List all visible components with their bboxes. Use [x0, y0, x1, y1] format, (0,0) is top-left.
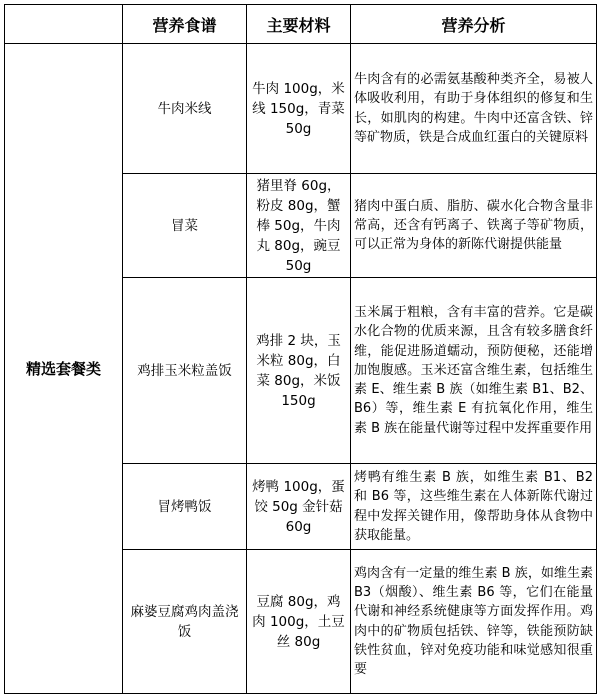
dish-materials: 牛肉 100g，米线 150g，青菜 50g: [247, 44, 351, 174]
table-row: [5, 44, 597, 174]
dish-materials: 烤鸭 100g，蛋饺 50g 金针菇 60g: [247, 464, 351, 550]
dish-name: 牛肉米线: [123, 44, 247, 174]
header-analysis: 营养分析: [351, 5, 597, 44]
header-recipe: 营养食谱: [123, 5, 247, 44]
dish-materials: 鸡排 2 块，玉米粒 80g，白菜 80g，米饭 150g: [247, 278, 351, 464]
header-materials: 主要材料: [247, 5, 351, 44]
dish-analysis: 玉米属于粗粮，含有丰富的营养。它是碳水化合物的优质来源，且含有较多膳食纤维，能促进肠道蠕动，预防便秘，还能增加饱腹感。玉米还富含维生素，包括维生素 E、维生素 B 族（如维生素 B1、B2、B6）等，维生素 E 有抗氧化作用，维生素 B 族在能量代谢等过程中发挥重要作用: [351, 278, 597, 464]
dish-name: 鸡排玉米粒盖饭: [123, 278, 247, 464]
dish-analysis: 牛肉含有的必需氨基酸种类齐全，易被人体吸收利用，有助于身体组织的修复和生长，如肌肉的构建。牛肉中还富含铁、锌等矿物质，铁是合成血红蛋白的关键原料: [351, 44, 597, 174]
dish-materials: 豆腐 80g，鸡肉 100g，土豆丝 80g: [247, 550, 351, 694]
dish-name: 冒菜: [123, 174, 247, 278]
dish-analysis: 烤鸭有维生素 B 族，如维生素 B1、B2 和 B6 等，这些维生素在人体新陈代谢过程中发挥关键作用，像帮助身体从食物中获取能量。: [351, 464, 597, 550]
dish-analysis: 鸡肉含有一定量的维生素 B 族，如维生素 B3（烟酸）、维生素 B6 等，它们在能量代谢和神经系统健康等方面发挥作用。鸡肉中的矿物质包括铁、锌等，铁能预防缺铁性贫血，锌对免疫功能和味觉感知很重要: [351, 550, 597, 694]
dish-name: 麻婆豆腐鸡肉盖浇饭: [123, 550, 247, 694]
category-cell: 精选套餐类: [5, 44, 123, 694]
header-blank: [5, 5, 123, 44]
dish-analysis: 猪肉中蛋白质、脂肪、碳水化合物含量非常高，还含有钙离子、铁离子等矿物质，可以正常为身体的新陈代谢提供能量: [351, 174, 597, 278]
dish-name: 冒烤鸭饭: [123, 464, 247, 550]
nutrition-table: [4, 4, 597, 694]
table-header-row: [5, 5, 597, 44]
dish-materials: 猪里脊 60g，粉皮 80g，蟹棒 50g，牛肉丸 80g，豌豆 50g: [247, 174, 351, 278]
